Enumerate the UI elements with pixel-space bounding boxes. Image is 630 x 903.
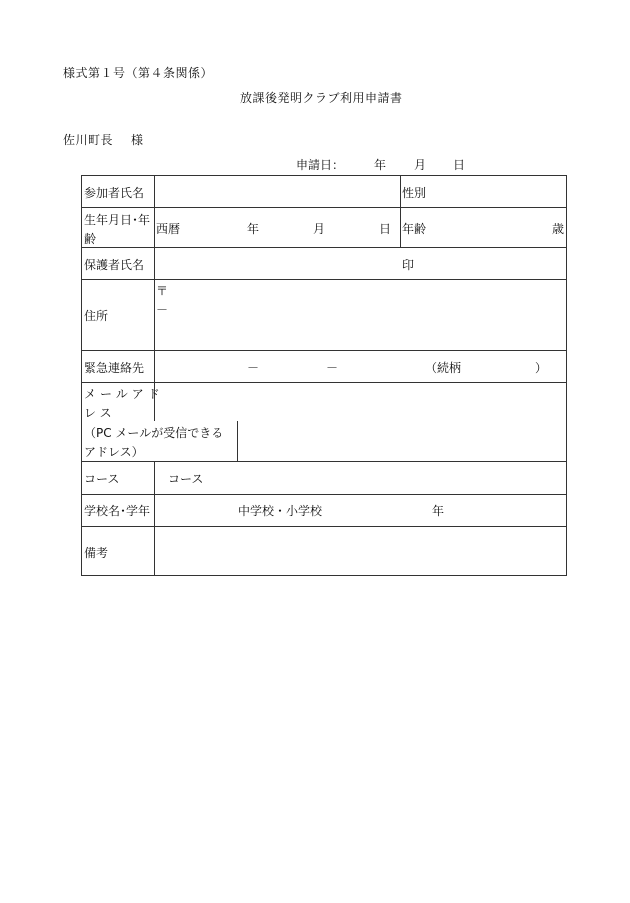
phone-dash-2: － [326,361,339,375]
relation-close: ） [535,361,548,375]
application-day-unit: 日 [453,158,466,172]
addressee-suffix: 様 [131,133,144,147]
course-value: コース [168,472,204,486]
application-date [296,156,466,173]
column-divider [154,461,155,576]
column-divider [237,421,238,461]
postal-dash: － [156,303,169,317]
birthdate-label-line1: 生年月日･年 [84,213,151,227]
postal-mark: 〒 [156,284,169,298]
column-divider [400,176,401,247]
guardian-name-label: 保護者氏名 [84,258,145,272]
course-label: コース [84,472,120,486]
birthdate-label-line2: 齢 [84,232,97,246]
email-note-line1: （PC メールが受信できる [84,426,224,440]
school-type: 中学校・小学校 [238,504,323,518]
school-grade-label: 学校名･学年 [84,504,151,518]
application-year-unit: 年 [374,158,387,172]
era-label: 西暦 [156,222,181,236]
email-label-line1: メールアド [84,387,164,401]
participant-name-label: 参加者氏名 [84,186,145,200]
emergency-contact-label: 緊急連絡先 [84,361,145,375]
addressee [63,131,144,148]
phone-dash-1: － [247,361,260,375]
birth-month-unit: 月 [313,222,326,236]
seal-mark: 印 [402,258,415,272]
grade-unit: 年 [432,504,445,518]
application-form-table [81,175,567,576]
birth-year-unit: 年 [247,222,260,236]
address-label: 住所 [84,309,109,323]
email-note-line2: アドレス） [84,445,144,459]
gender-label: 性別 [402,186,427,200]
application-date-label: 申請日： [296,158,345,172]
relation-open: （続柄 [425,361,462,375]
age-label: 年齢 [402,222,427,236]
remarks-label: 備考 [84,546,109,560]
age-unit: 歳 [552,222,565,236]
form-number: 様式第１号（第４条関係） [63,66,214,80]
birth-day-unit: 日 [379,222,392,236]
document-title: 放課後発明クラブ利用申請書 [240,91,403,105]
application-month-unit: 月 [414,158,427,172]
addressee-name: 佐川町長 [63,133,114,147]
email-label-line2: レス [84,406,116,420]
